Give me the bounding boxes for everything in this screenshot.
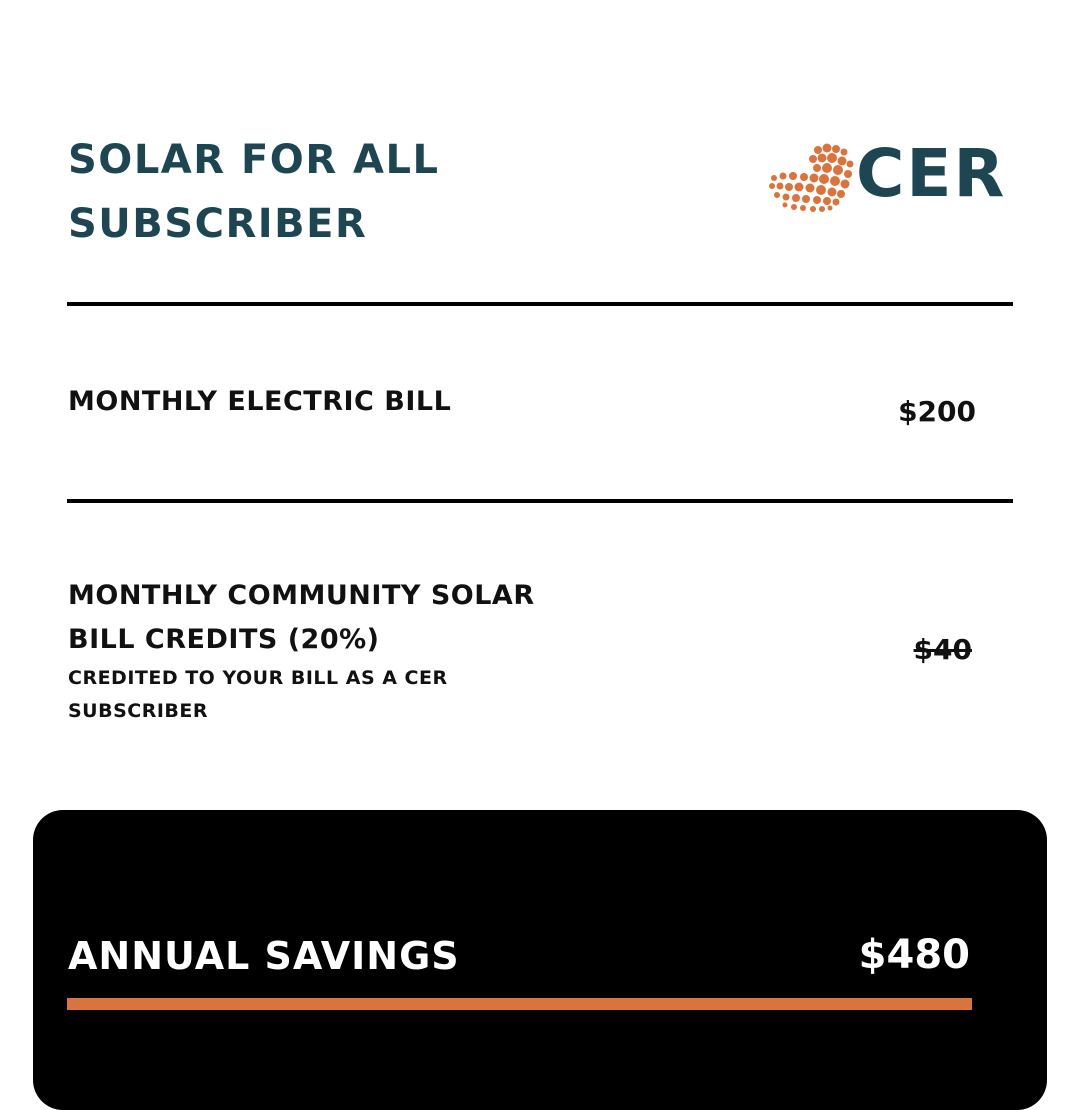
accent-bar [67, 998, 972, 1010]
page-title: SOLAR FOR ALL SUBSCRIBER [68, 137, 440, 247]
solar-credits-sublabel: CREDITED TO YOUR BILL AS A CER SUBSCRIBER [68, 667, 448, 722]
savings-card [33, 810, 1047, 1110]
solar-credits-value: $40 [913, 633, 972, 666]
electric-bill-value: $200 [898, 395, 976, 428]
solar-credits-label: MONTHLY COMMUNITY SOLAR BILL CREDITS (20%) [68, 580, 535, 655]
electric-bill-label: MONTHLY ELECTRIC BILL [68, 386, 452, 417]
annual-savings-label: ANNUAL SAVINGS [68, 934, 460, 978]
divider [67, 499, 1013, 503]
dotted-globe-icon [766, 140, 856, 216]
divider [67, 302, 1013, 306]
cer-logo [766, 135, 1016, 216]
annual-savings-value: $480 [858, 932, 970, 978]
logo-wordmark: CER [856, 135, 1007, 212]
